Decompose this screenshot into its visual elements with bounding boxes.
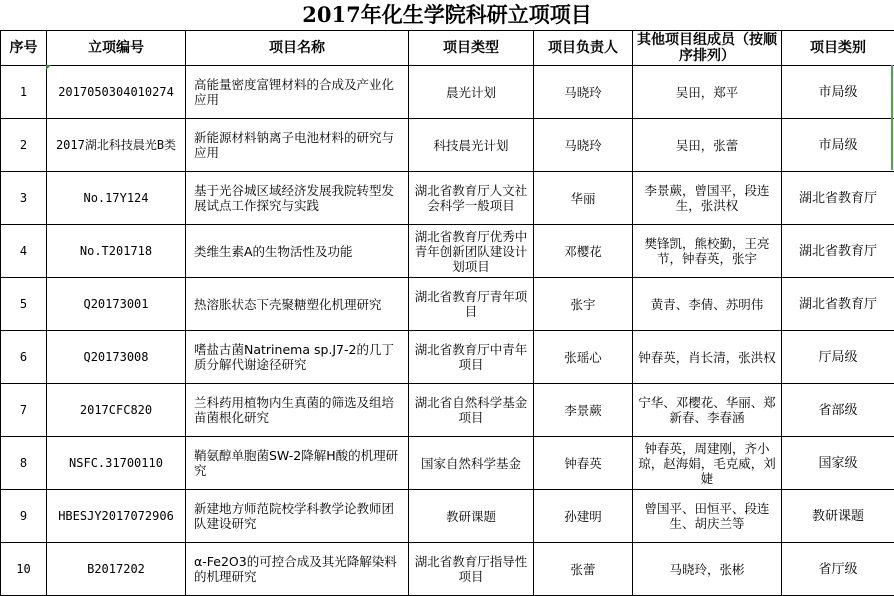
cell-comment-marker	[46, 65, 51, 70]
row-index-cell[interactable]: 2	[1, 119, 47, 172]
header-row	[1, 31, 894, 66]
project-leader-cell[interactable]: 华丽	[534, 172, 633, 225]
sheet-title: 2017年化生学院科研立项项目	[0, 0, 894, 30]
header-leader: 项目负责人	[534, 31, 633, 66]
table-row	[1, 543, 894, 596]
project-name-cell[interactable]: 类维生素A的生物活性及功能	[186, 225, 409, 278]
project-code-cell[interactable]: HBESJY2017072906	[47, 490, 186, 543]
project-type-cell[interactable]: 湖北省教育厅中青年项目	[409, 331, 534, 384]
table-row	[1, 225, 894, 278]
row-index-cell[interactable]: 7	[1, 384, 47, 437]
project-code-cell[interactable]: 2017CFC820	[47, 384, 186, 437]
project-leader-cell[interactable]: 邓樱花	[534, 225, 633, 278]
project-members-cell[interactable]: 钟春英，肖长清，张洪权	[633, 331, 782, 384]
project-code-cell[interactable]: 2017湖北科技晨光B类	[47, 119, 186, 172]
project-name-cell[interactable]: α-Fe2O3的可控合成及其光降解染料的机理研究	[186, 543, 409, 596]
project-name-cell[interactable]: 嗜盐古菌Natrinema sp.J7-2的几丁质分解代谢途径研究	[186, 331, 409, 384]
project-members-cell[interactable]: 宁华、邓樱花、华丽、郑新春、李春涵	[633, 384, 782, 437]
header-name: 项目名称	[186, 31, 409, 66]
projects-table	[0, 30, 894, 596]
project-leader-cell[interactable]: 张宇	[534, 278, 633, 331]
project-category-cell[interactable]: 市局级	[782, 119, 894, 172]
project-members-cell[interactable]: 黄青、李倩、苏明伟	[633, 278, 782, 331]
project-type-cell[interactable]: 湖北省教育厅优秀中青年创新团队建设计划项目	[409, 225, 534, 278]
header-code: 立项编号	[47, 31, 186, 66]
project-code-cell[interactable]: 2017050304010274	[47, 66, 186, 119]
row-index-cell[interactable]: 1	[1, 66, 47, 119]
project-name-cell[interactable]: 新能源材料钠离子电池材料的研究与应用	[186, 119, 409, 172]
project-members-cell[interactable]: 吴田，郑平	[633, 66, 782, 119]
row-index-cell[interactable]: 8	[1, 437, 47, 490]
project-name-cell[interactable]: 兰科药用植物内生真菌的筛选及组培苗菌根化研究	[186, 384, 409, 437]
row-index-cell[interactable]: 3	[1, 172, 47, 225]
project-type-cell[interactable]: 教研课题	[409, 490, 534, 543]
project-category-cell[interactable]: 市局级	[782, 66, 894, 119]
table-row	[1, 437, 894, 490]
project-leader-cell[interactable]: 张蕾	[534, 543, 633, 596]
project-name-cell[interactable]: 新建地方师范院校学科教学论教师团队建设研究	[186, 490, 409, 543]
project-category-cell[interactable]: 省部级	[782, 384, 894, 437]
project-leader-cell[interactable]: 马晓玲	[534, 66, 633, 119]
project-type-cell[interactable]: 湖北省教育厅指导性项目	[409, 543, 534, 596]
project-type-cell[interactable]: 国家自然科学基金	[409, 437, 534, 490]
project-category-cell[interactable]: 国家级	[782, 437, 894, 490]
row-index-cell[interactable]: 5	[1, 278, 47, 331]
project-category-cell[interactable]: 湖北省教育厅	[782, 172, 894, 225]
project-type-cell[interactable]: 湖北省教育厅青年项目	[409, 278, 534, 331]
project-leader-cell[interactable]: 钟春英	[534, 437, 633, 490]
project-name-cell[interactable]: 基于光谷城区域经济发展我院转型发展试点工作探究与实践	[186, 172, 409, 225]
project-category-cell[interactable]: 湖北省教育厅	[782, 278, 894, 331]
project-code-cell[interactable]: NSFC.31700110	[47, 437, 186, 490]
project-type-cell[interactable]: 晨光计划	[409, 66, 534, 119]
project-type-cell[interactable]: 湖北省自然科学基金项目	[409, 384, 534, 437]
project-category-cell[interactable]: 教研课题	[782, 490, 894, 543]
table-row	[1, 119, 894, 172]
project-members-cell[interactable]: 钟春英，周建刚，齐小琼，赵海娟，毛克威，刘婕	[633, 437, 782, 490]
project-members-cell[interactable]: 曾国平、田恒平、段连生、胡庆兰等	[633, 490, 782, 543]
project-members-cell[interactable]: 马晓玲，张彬	[633, 543, 782, 596]
row-index-cell[interactable]: 6	[1, 331, 47, 384]
table-row	[1, 331, 894, 384]
project-code-cell[interactable]: No.17Y124	[47, 172, 186, 225]
project-members-cell[interactable]: 吴田，张蕾	[633, 119, 782, 172]
project-name-cell[interactable]: 高能量密度富锂材料的合成及产业化应用	[186, 66, 409, 119]
project-leader-cell[interactable]: 李景蕨	[534, 384, 633, 437]
project-type-cell[interactable]: 科技晨光计划	[409, 119, 534, 172]
header-members: 其他项目组成员（按顺序排列）	[633, 31, 782, 66]
row-index-cell[interactable]: 10	[1, 543, 47, 596]
project-leader-cell[interactable]: 张瑶心	[534, 331, 633, 384]
row-index-cell[interactable]: 4	[1, 225, 47, 278]
project-leader-cell[interactable]: 孙建明	[534, 490, 633, 543]
table-row	[1, 66, 894, 119]
project-type-cell[interactable]: 湖北省教育厅人文社会科学一般项目	[409, 172, 534, 225]
table-row	[1, 278, 894, 331]
project-members-cell[interactable]: 樊锋凯，熊校勤，王亮节，钟春英，张宇	[633, 225, 782, 278]
table-row	[1, 172, 894, 225]
project-category-cell[interactable]: 省厅级	[782, 543, 894, 596]
project-members-cell[interactable]: 李景蕨，曾国平，段连生，张洪权	[633, 172, 782, 225]
header-type: 项目类型	[409, 31, 534, 66]
header-category: 项目类别	[782, 31, 894, 66]
selection-edge	[891, 65, 893, 170]
project-code-cell[interactable]: Q20173001	[47, 278, 186, 331]
project-leader-cell[interactable]: 马晓玲	[534, 119, 633, 172]
table-row	[1, 490, 894, 543]
project-code-cell[interactable]: No.T201718	[47, 225, 186, 278]
project-code-cell[interactable]: B2017202	[47, 543, 186, 596]
project-name-cell[interactable]: 鞘氨醇单胞菌SW-2降解H酸的机理研究	[186, 437, 409, 490]
project-code-cell[interactable]: Q20173008	[47, 331, 186, 384]
header-index: 序号	[1, 31, 47, 66]
project-category-cell[interactable]: 湖北省教育厅	[782, 225, 894, 278]
table-row	[1, 384, 894, 437]
row-index-cell[interactable]: 9	[1, 490, 47, 543]
project-category-cell[interactable]: 厅局级	[782, 331, 894, 384]
project-name-cell[interactable]: 热溶胀状态下壳聚糖塑化机理研究	[186, 278, 409, 331]
